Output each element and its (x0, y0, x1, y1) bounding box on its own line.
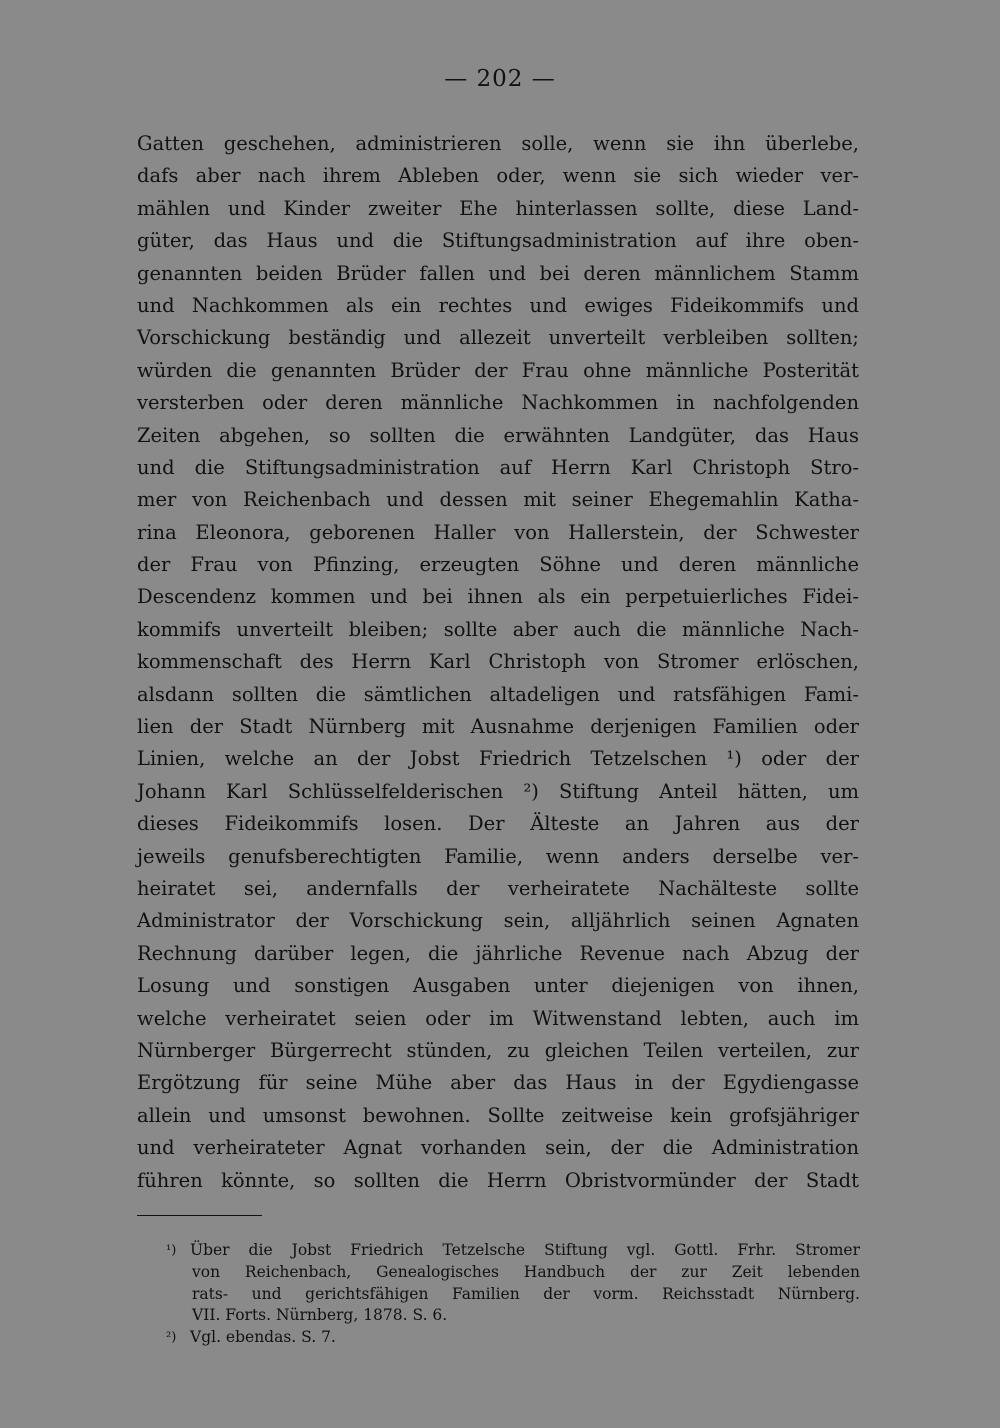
text-line: rina Eleonora, geborenen Haller von Hallerstein, der Schwester (137, 520, 859, 544)
text-line: dafs aber nach ihrem Ableben oder, wenn sie sich wieder ver- (137, 164, 859, 188)
text-line: mählen und Kinder zweiter Ehe hinterlassen sollte, diese Land- (137, 196, 859, 220)
footnote-marker: ²) (166, 1330, 177, 1346)
text-line: Nürnberger Bürgerrecht stünden, zu gleichen Teilen verteilen, zur (137, 1038, 859, 1062)
text-line: kommenschaft des Herrn Karl Christoph von Stromer erlöschen, (137, 650, 859, 674)
text-line: Descendenz kommen und bei ihnen als ein perpetuierliches Fidei- (137, 585, 859, 609)
text-line: lien der Stadt Nürnberg mit Ausnahme derjenigen Familien oder (137, 715, 859, 739)
text-line: güter, das Haus und die Stiftungsadministration auf ihre oben- (137, 229, 859, 253)
text-line: welche verheiratet seien oder im Witwenstand lebten, auch im (137, 1006, 859, 1030)
text-line: versterben oder deren männliche Nachkommen in nachfolgenden (137, 391, 859, 415)
footnote-text: Über die Jobst Friedrich Tetzelsche Stiftung vgl. Gottl. Frhr. Stromer (190, 1241, 860, 1259)
footnote-text: Vgl. ebendas. S. 7. (190, 1328, 336, 1347)
text-line: würden die genannten Brüder der Frau ohne männliche Posterität (137, 358, 859, 382)
text-line: Losung und sonstigen Ausgaben unter diejenigen von ihnen, (137, 974, 859, 998)
text-line: jeweils genufsberechtigten Familie, wenn anders derselbe ver- (137, 844, 859, 868)
footnote-1-line: von Reichenbach, Genealogisches Handbuch der zur Zeit lebenden (192, 1262, 860, 1281)
text-line: mer von Reichenbach und dessen mit seiner Ehegemahlin Katha- (137, 488, 859, 512)
footnote-divider (137, 1215, 262, 1216)
text-line: genannten beiden Brüder fallen und bei deren männlichem Stamm (137, 261, 859, 285)
footnote-1-line (166, 1240, 860, 1262)
text-line: Rechnung darüber legen, die jährliche Revenue nach Abzug der (137, 941, 859, 965)
footnotes (166, 1240, 860, 1349)
text-line: dieses Fideikommifs losen. Der Älteste an Jahren aus der (137, 812, 859, 836)
text-line: heiratet sei, andernfalls der verheiratete Nachälteste sollte (137, 876, 859, 900)
body-text (137, 128, 859, 1197)
text-line: alsdann sollten die sämtlichen altadeligen und ratsfähigen Fami- (137, 682, 859, 706)
text-line: Zeiten abgehen, so sollten die erwähnten Landgüter, das Haus (137, 423, 859, 447)
footnote-1-line: rats- und gerichtsfähigen Familien der vorm. Reichsstadt Nürnberg. (192, 1284, 860, 1303)
text-line: und die Stiftungsadministration auf Herrn Karl Christoph Stro- (137, 455, 859, 479)
page-number: — 202 — (444, 66, 556, 92)
text-line: allein und umsonst bewohnen. Sollte zeitweise kein grofsjähriger (137, 1103, 859, 1127)
text-line: führen könnte, so sollten die Herrn Obristvormünder der Stadt (137, 1168, 859, 1192)
text-line: kommifs unverteilt bleiben; sollte aber auch die männliche Nach- (137, 617, 859, 641)
text-line: Vorschickung beständig und allezeit unverteilt verbleiben sollten; (137, 326, 859, 350)
text-line: und verheirateter Agnat vorhanden sein, der die Administration (137, 1136, 859, 1160)
footnote-2-line (166, 1327, 860, 1349)
text-line: Johann Karl Schlüsselfelderischen ²) Stiftung Anteil hätten, um (137, 779, 859, 803)
text-line: Administrator der Vorschickung sein, alljährlich seinen Agnaten (137, 909, 859, 933)
text-line: Gatten geschehen, administrieren solle, wenn sie ihn überlebe, (137, 132, 859, 155)
text-line: und Nachkommen als ein rechtes und ewiges Fideikommifs und (137, 293, 859, 317)
footnote-1-line: VII. Forts. Nürnberg, 1878. S. 6. (192, 1306, 448, 1325)
text-line: der Frau von Pfinzing, erzeugten Söhne und deren männliche (137, 553, 859, 577)
text-line: Linien, welche an der Jobst Friedrich Tetzelschen ¹) oder der (137, 747, 859, 771)
text-line: Ergötzung für seine Mühe aber das Haus in der Egydiengasse (137, 1071, 859, 1095)
footnote-marker: ¹) (166, 1243, 177, 1258)
